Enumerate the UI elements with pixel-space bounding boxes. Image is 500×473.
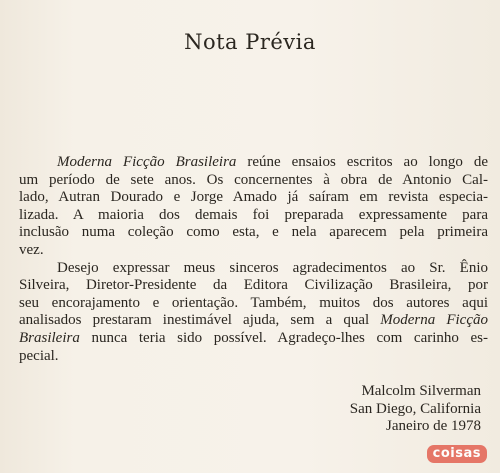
watermark-logo: coisas xyxy=(427,445,487,463)
paragraph-1 xyxy=(19,154,488,260)
text-line: vez. xyxy=(19,241,44,258)
text-line: Brasileira nunca teria sido possível. Agradeço-lhes com carinho es- xyxy=(19,329,488,346)
author-name: Malcolm Silverman xyxy=(361,383,481,399)
text-line: pecial. xyxy=(19,347,59,364)
author-date: Janeiro de 1978 xyxy=(386,418,481,434)
page-title: Nota Prévia xyxy=(184,30,316,54)
text-line: um período de sete anos. Os concernentes à obra de Antonio Cal- xyxy=(19,171,488,188)
author-place: San Diego, California xyxy=(349,400,481,417)
text-line: Silveira, Diretor-Presidente da Editora Civilização Brasileira, por xyxy=(19,277,488,294)
signature-block xyxy=(350,383,481,436)
text-line: lado, Autran Dourado e Jorge Amado já saíram em revista especia- xyxy=(19,189,488,206)
text-line: seu encorajamento e orientação. Também, muitos dos autores aqui xyxy=(19,294,488,311)
text-line: inclusão numa coleção como esta, e nela aparecem pela primeira xyxy=(19,224,488,241)
body-text xyxy=(19,154,488,365)
text-line: Moderna Ficção Brasileira reúne ensaios escritos ao longo de xyxy=(57,154,488,170)
text-line: Desejo expressar meus sinceros agradecimentos ao Sr. Ênio xyxy=(57,259,488,276)
text-line: analisados prestaram inestimável ajuda, sem a qual Moderna Ficção xyxy=(19,312,488,329)
paragraph-2 xyxy=(19,260,488,366)
text-line: lizada. A maioria dos demais foi preparada expressamente para xyxy=(19,206,488,223)
